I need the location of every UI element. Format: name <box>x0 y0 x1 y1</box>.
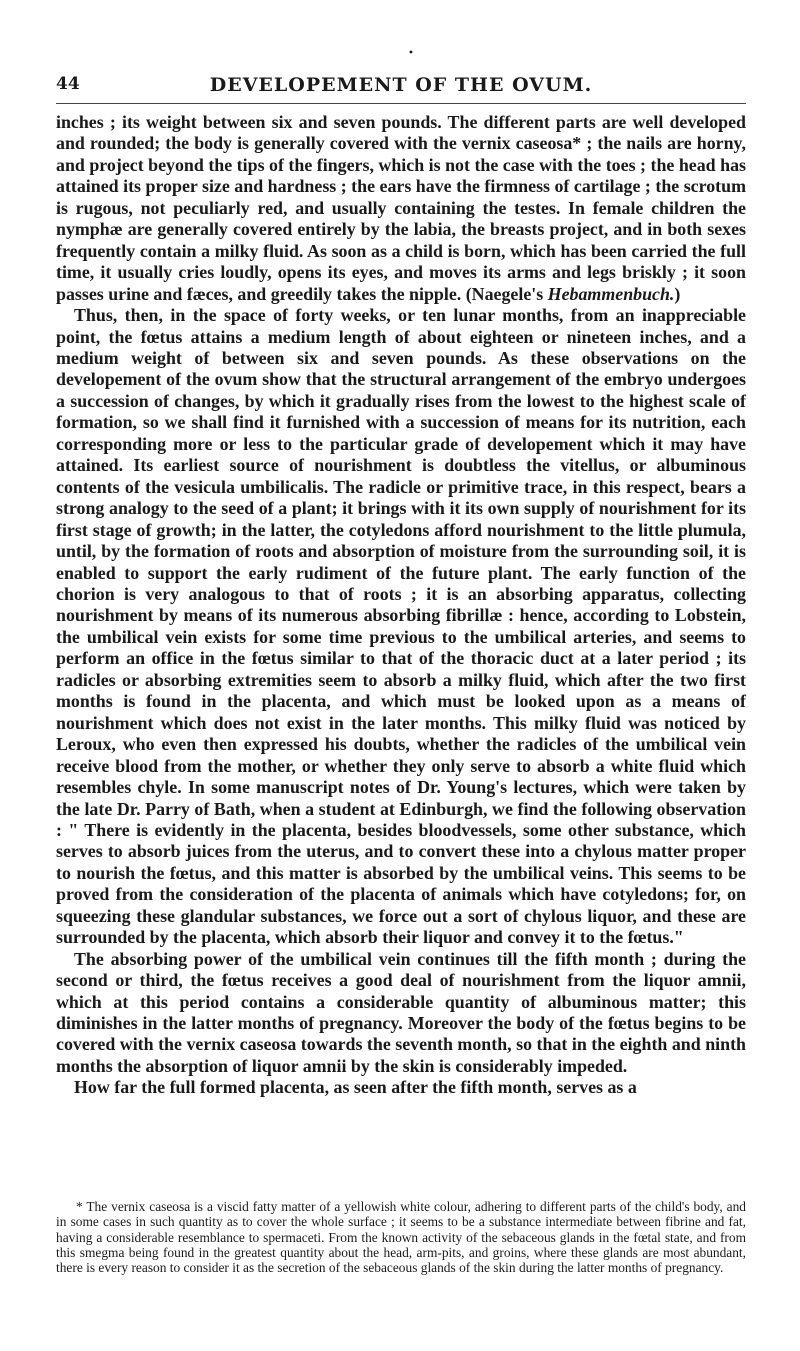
page-header <box>56 48 746 98</box>
paragraph-1 <box>56 112 746 305</box>
page-number: 44 <box>56 74 80 94</box>
footnote <box>56 1199 746 1275</box>
paragraph-1-text: inches ; its weight between six and seven pounds. The different parts are well developed and rounded; the body is generally covered with the vernix caseosa* ; the nails are horny, and project beyond the tips of the fingers, which is not the case with the toes ; the head has attained its proper size and hardness ; the ears have the firmness of cartilage ; the scrotum is rugous, not peculiarly red, and usually containing the testes. In female children the nymphæ are generally covered entirely by the labia, the breasts project, and in both sexes frequently contain a milky fluid. As soon as a child is born, which has been carried the full time, it usually cries loudly, opens its eyes, and moves its arms and legs briskly ; it soon passes urine and fæces, and greedily takes the nipple. (Naegele's <box>56 112 746 304</box>
paragraph-1-close: ) <box>674 283 681 304</box>
paragraph-3: The absorbing power of the umbilical vein continues till the fifth month ; during the second or third, the fœtus receives a good deal of nourishment from the liquor amnii, which at this period contains a considerable quantity of albuminous matter; this diminishes in the latter months of pregnancy. Moreover the body of the fœtus begins to be covered with the vernix caseosa towards the seventh month, so that in the eighth and ninth months the absorption of liquor amnii by the skin is considerably impeded. <box>56 948 746 1076</box>
body-text <box>56 112 746 1099</box>
paragraph-2: Thus, then, in the space of forty weeks, or ten lunar months, from an inappreciable point, the fœtus attains a medium length of about eighteen or nineteen inches, and a medium weight of between six and seven pounds. As these observations on the developement of the ovum show that the structural arrangement of the embryo undergoes a succession of changes, by which it gradually rises from the lowest to the highest scale of formation, so we shall find it furnished with a succession of means for its nutrition, each corresponding more or less to the particular grade of developement which it may have attained. Its earliest source of nourishment is doubtless the vitellus, or albuminous contents of the vesicula umbilicalis. The radicle or primitive trace, in this respect, bears a strong analogy to the seed of a plant; it brings with it its own supply of nourishment for its first stage of growth; in the latter, the cotyledons afford nourishment to the little plumula, until, by the formation of roots and absorption of moisture from the surrounding soil, it is enabled to support the early rudiment of the future plant. The early function of the chorion is very analogous to that of roots ; it is an absorbing apparatus, collecting nourishment by means of its numerous absorbing fibrillæ : hence, according to Lobstein, the umbilical vein exists for some time previous to the umbilical arteries, and seems to perform an office in the fœtus similar to that of the thoracic duct at a later period ; its radicles or absorbing extremities seem to absorb a milky fluid, which after the two first months is found in the placenta, and which must be looked upon as a means of nourishment which does not exist in the later months. This milky fluid was noticed by Leroux, who even then expressed his doubts, whether the radicles of the umbilical vein receive blood from the mother, or whether they only serve to absorb a white fluid which resembles chyle. In some manuscript notes of Dr. Young's lectures, which were taken by the late Dr. Parry of Bath, when a student at Edinburgh, we find the following observation : " There is evidently in the placenta, besides bloodvessels, some other substance, which serves to absorb juices from the uterus, and to convert these into a chylous matter proper to nourish the fœtus, and this matter is absorbed by the umbilical veins. This seems to be proved from the consideration of the placenta of animals which have cotyledons; for, on squeezing these glandular substances, we force out a sort of chylous liquor, and these are surrounded by the placenta, which absorb their liquor and convey it to the fœtus." <box>56 305 746 948</box>
running-title: DEVELOPEMENT OF THE OVUM. <box>209 74 593 96</box>
paragraph-4: How far the full formed placenta, as seen after the fifth month, serves as a <box>74 1077 637 1098</box>
printer-mark: • <box>408 48 414 59</box>
footnote-text: * The vernix caseosa is a viscid fatty matter of a yellowish white colour, adhering to different parts of the child's body, and in some cases in such quantity as to cover the whole surface ; it seems to be a substance intermediate between fibrine and fat, having a considerable resemblance to spermaceti. From the known activity of the sebaceous glands in the fœtal state, and from this smegma being found in the greatest quantity about the head, arm-pits, and groins, where these glands are most abundant, there is every reason to consider it as the secretion of the sebaceous glands of the skin during the latter months of pregnancy. <box>56 1199 746 1276</box>
citation-title: Hebammenbuch. <box>547 283 675 304</box>
header-rule <box>56 103 746 104</box>
